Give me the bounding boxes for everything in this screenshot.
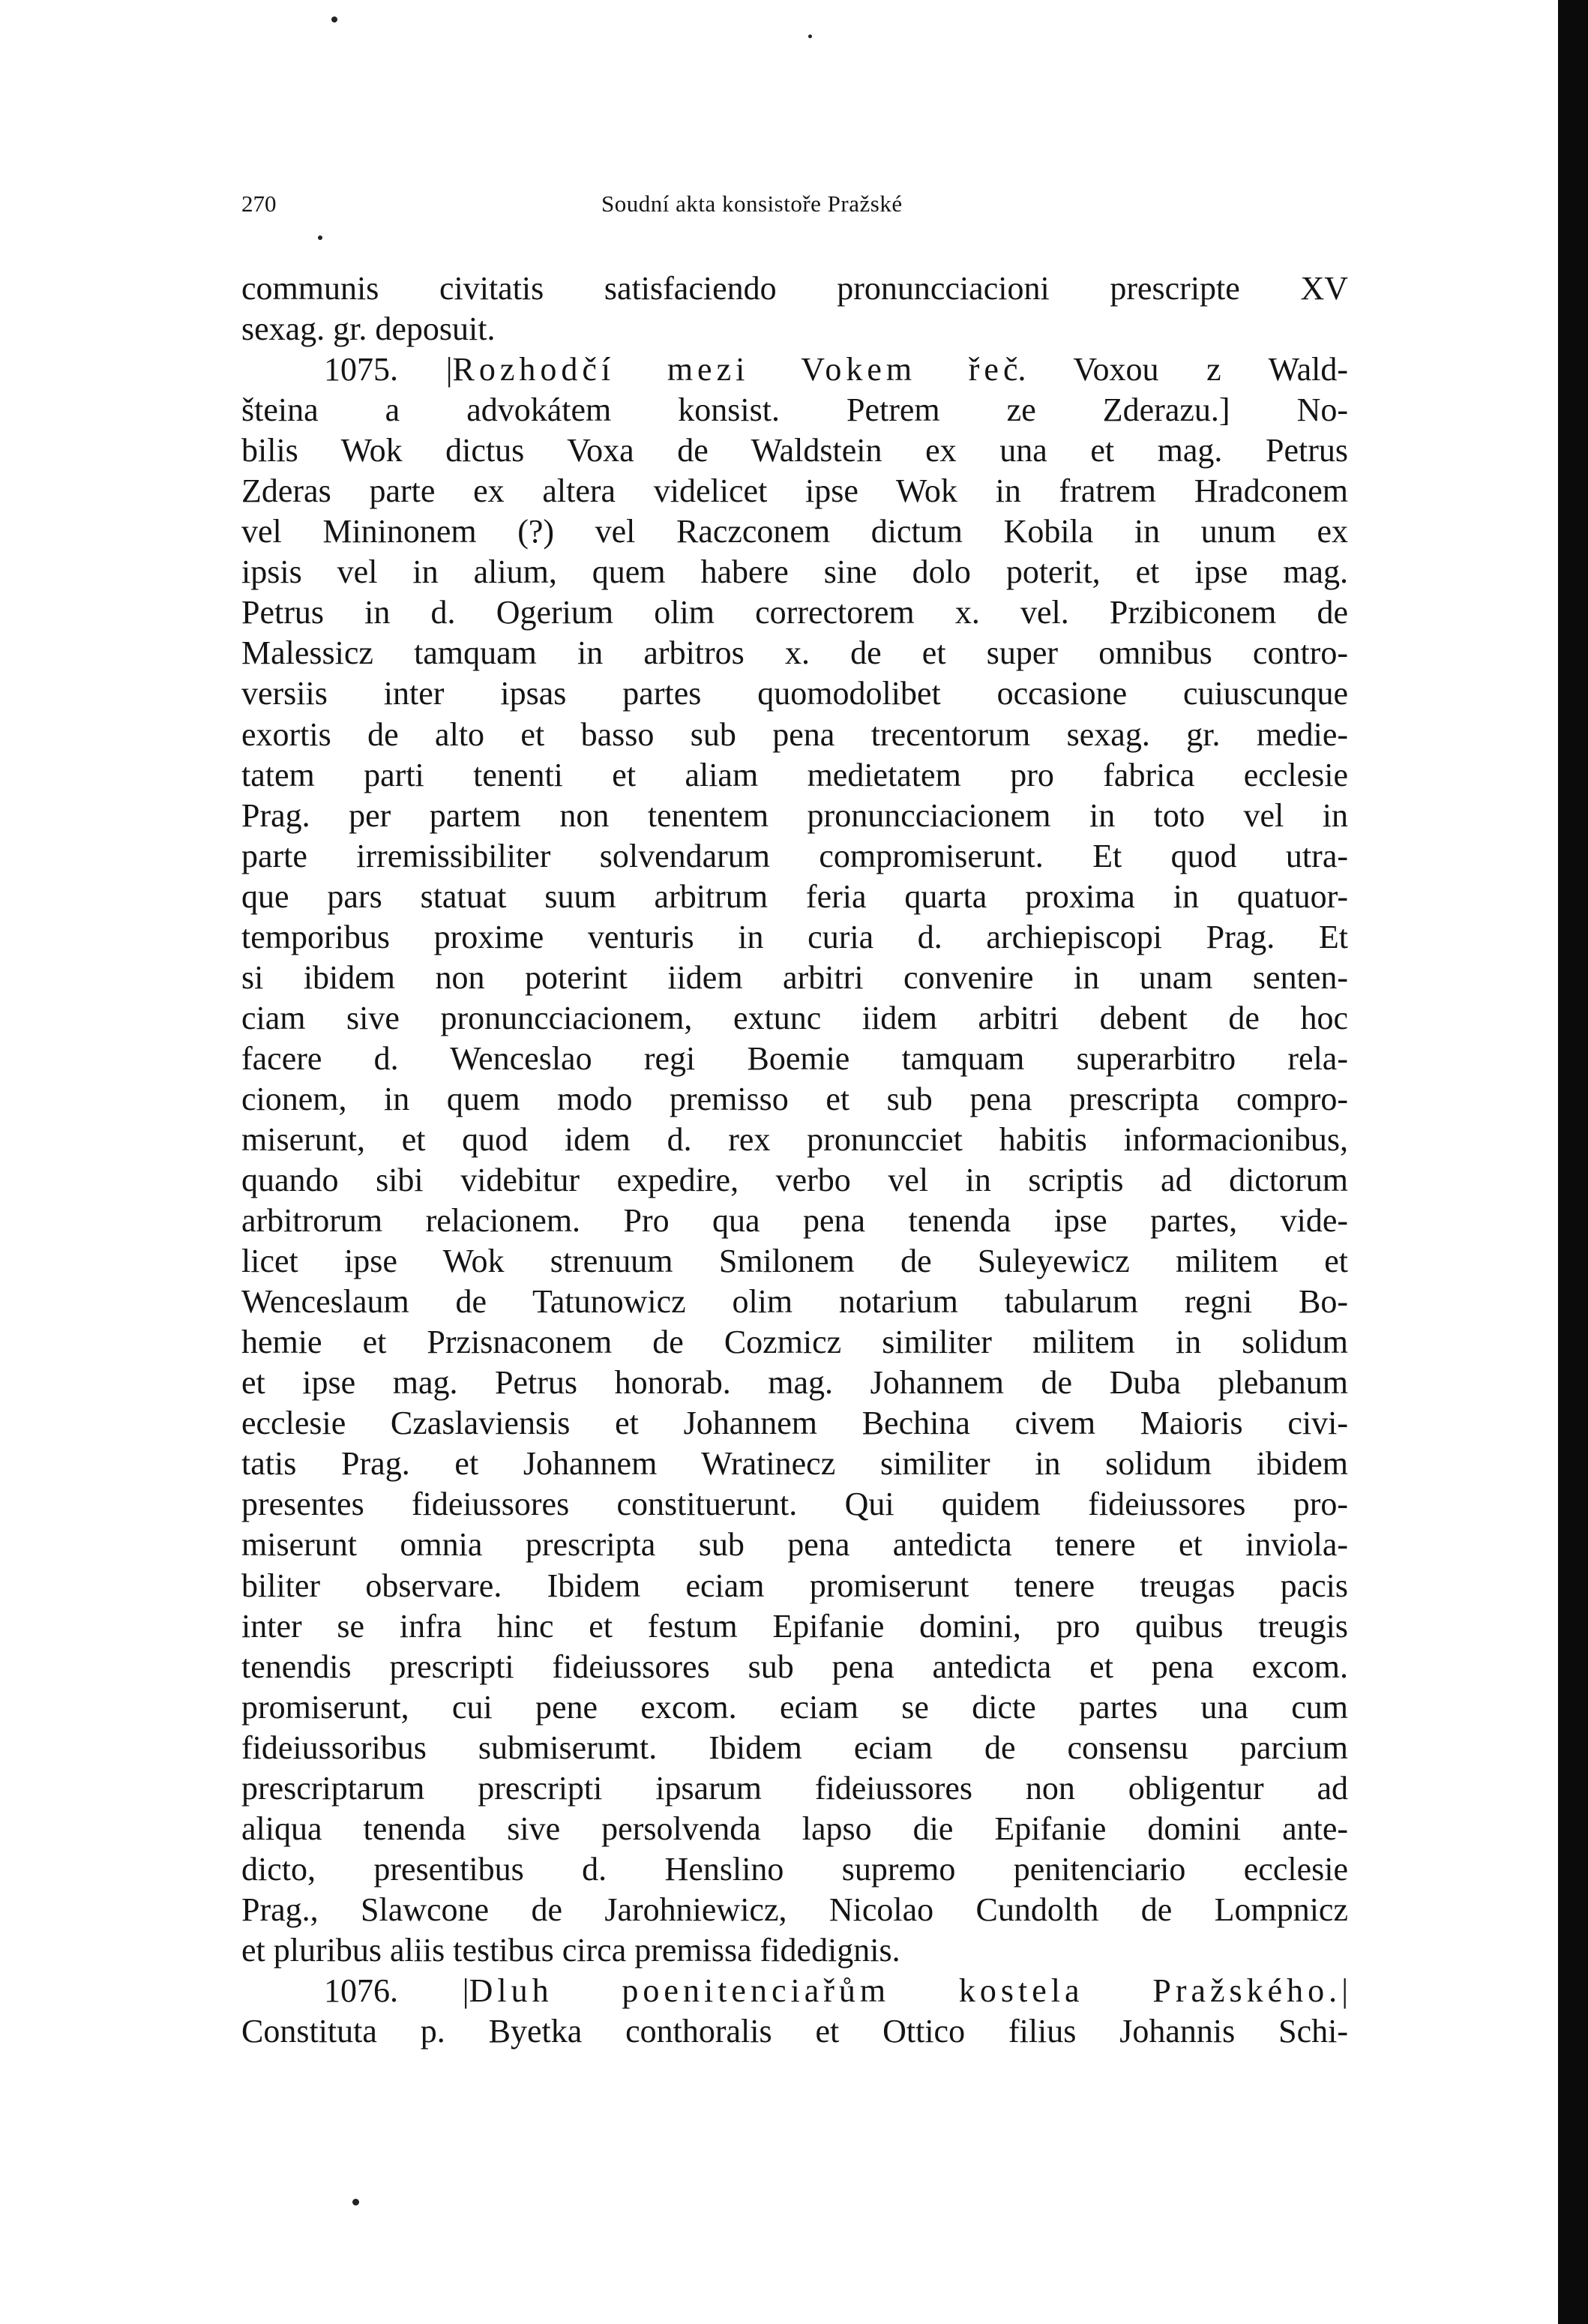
text-line: facere d. Wenceslao regi Boemie tamquam superarbitro rela- bbox=[241, 1039, 1348, 1077]
text-line: hemie et Przisnaconem de Cozmicz similiter militem in solidum bbox=[241, 1324, 1348, 1361]
text-line: tatis Prag. et Johannem Wratinecz similiter in solidum ibidem bbox=[241, 1445, 1348, 1483]
running-head bbox=[241, 190, 1056, 223]
text-line: presentes fideiussores constituerunt. Qui quidem fideiussores pro- bbox=[241, 1486, 1348, 1523]
text-line: si ibidem non poterint iidem arbitri convenire in unam senten- bbox=[241, 958, 1348, 996]
text-line: Prag. per partem non tenentem pronuncciacionem in toto vel in bbox=[241, 796, 1348, 834]
running-title: Soudní akta konsistoře Pražské bbox=[601, 190, 903, 217]
text-line: temporibus proxime venturis in curia d. archiepiscopi Prag. Et bbox=[241, 918, 1348, 955]
text-line: cionem, in quem modo premisso et sub pena prescripta compro- bbox=[241, 1080, 1348, 1117]
scan-speck bbox=[318, 235, 322, 240]
text-line: tatem parti tenenti et aliam medietatem pro fabrica ecclesie bbox=[241, 756, 1348, 793]
text-line: bilis Wok dictus Voxa de Waldstein ex una et mag. Petrus bbox=[241, 432, 1348, 469]
text-line: tenendis prescripti fideiussores sub pena antedicta et pena excom. bbox=[241, 1648, 1348, 1685]
text-line: 1075. |Rozhodčí mezi Vokem řeč. Voxou z Wald- bbox=[324, 351, 1348, 388]
text-line: Zderas parte ex altera videlicet ipse Wok in fratrem Hradconem bbox=[241, 472, 1348, 510]
text-line: sexag. gr. deposuit. bbox=[241, 310, 496, 348]
text-line: Malessicz tamquam in arbitros x. de et super omnibus contro- bbox=[241, 634, 1348, 672]
text-line: licet ipse Wok strenuum Smilonem de Suleyewicz militem et bbox=[241, 1243, 1348, 1280]
text-line: que pars statuat suum arbitrum feria quarta proxima in quatuor- bbox=[241, 877, 1348, 915]
text-line: aliqua tenenda sive persolvenda lapso die Epifanie domini ante- bbox=[241, 1810, 1348, 1847]
section-heading-spaced: Rozhodčí mezi Vokem ře bbox=[452, 351, 1003, 388]
page-number: 270 bbox=[241, 190, 277, 217]
text-line: vel Mininonem (?) vel Raczconem dictum Kobila in unum ex bbox=[241, 513, 1348, 550]
scan-page-edge bbox=[1558, 0, 1588, 2324]
text-line: Wenceslaum de Tatunowicz olim notarium tabularum regni Bo- bbox=[241, 1283, 1348, 1321]
text-line: versiis inter ipsas partes quomodolibet occasione cuiuscunque bbox=[241, 675, 1348, 712]
text-line: communis civitatis satisfaciendo pronuncciacioni prescripte XV bbox=[241, 270, 1348, 307]
text-line: fideiussoribus submiserumt. Ibidem eciam de consensu parcium bbox=[241, 1729, 1348, 1766]
text-line: dicto, presentibus d. Henslino supremo penitenciario ecclesie bbox=[241, 1850, 1348, 1888]
text-line: Prag., Slawcone de Jarohniewicz, Nicolao Cundolth de Lompnicz bbox=[241, 1891, 1348, 1928]
text-line: miserunt, et quod idem d. rex pronuncciet habitis informacionibus, bbox=[241, 1120, 1348, 1158]
text-line: et pluribus aliis testibus circa premissa fidedignis. bbox=[241, 1931, 900, 1969]
body-text bbox=[241, 268, 1348, 2052]
text-line: šteina a advokátem konsist. Petrem ze Zderazu.] No- bbox=[241, 391, 1348, 429]
text-line: Constituta p. Byetka conthoralis et Ottico filius Johannis Schi- bbox=[241, 2013, 1348, 2050]
text-line: arbitrorum relacionem. Pro qua pena tenenda ipse partes, vide- bbox=[241, 1202, 1348, 1240]
scan-speck bbox=[331, 16, 337, 22]
text-line: inter se infra hinc et festum Epifanie domini, pro quibus treugis bbox=[241, 1607, 1348, 1645]
scan-speck bbox=[352, 2199, 359, 2206]
text-line: et ipse mag. Petrus honorab. mag. Johannem de Duba plebanum bbox=[241, 1364, 1348, 1402]
text-line: 1076. |Dluh poenitenciařům kostela Pražského.| bbox=[324, 1972, 1348, 2009]
text-line: biliter observare. Ibidem eciam promiserunt tenere treugas pacis bbox=[241, 1567, 1348, 1604]
section-heading-spaced: Dluh poenitenciařům kostela Pražského. bbox=[469, 1972, 1342, 2009]
text-line: ipsis vel in alium, quem habere sine dolo poterit, et ipse mag. bbox=[241, 553, 1348, 591]
text-line: ciam sive pronuncciacionem, extunc iidem arbitri debent de hoc bbox=[241, 999, 1348, 1036]
text-line: prescriptarum prescripti ipsarum fideiussores non obligentur ad bbox=[241, 1769, 1348, 1807]
text-line: ecclesie Czaslaviensis et Johannem Bechina civem Maioris civi- bbox=[241, 1405, 1348, 1442]
text-line: parte irremissibiliter solvendarum compromiserunt. Et quod utra- bbox=[241, 837, 1348, 874]
text-line: miserunt omnia prescripta sub pena antedicta tenere et inviola- bbox=[241, 1526, 1348, 1564]
text-line: promiserunt, cui pene excom. eciam se dicte partes una cum bbox=[241, 1688, 1348, 1726]
text-line: exortis de alto et basso sub pena trecentorum sexag. gr. medie- bbox=[241, 715, 1348, 753]
text-line: quando sibi videbitur expedire, verbo vel in scriptis ad dictorum bbox=[241, 1162, 1348, 1199]
text-line: Petrus in d. Ogerium olim correctorem x. vel. Przibiconem de bbox=[241, 594, 1348, 631]
scan-speck bbox=[808, 34, 812, 38]
